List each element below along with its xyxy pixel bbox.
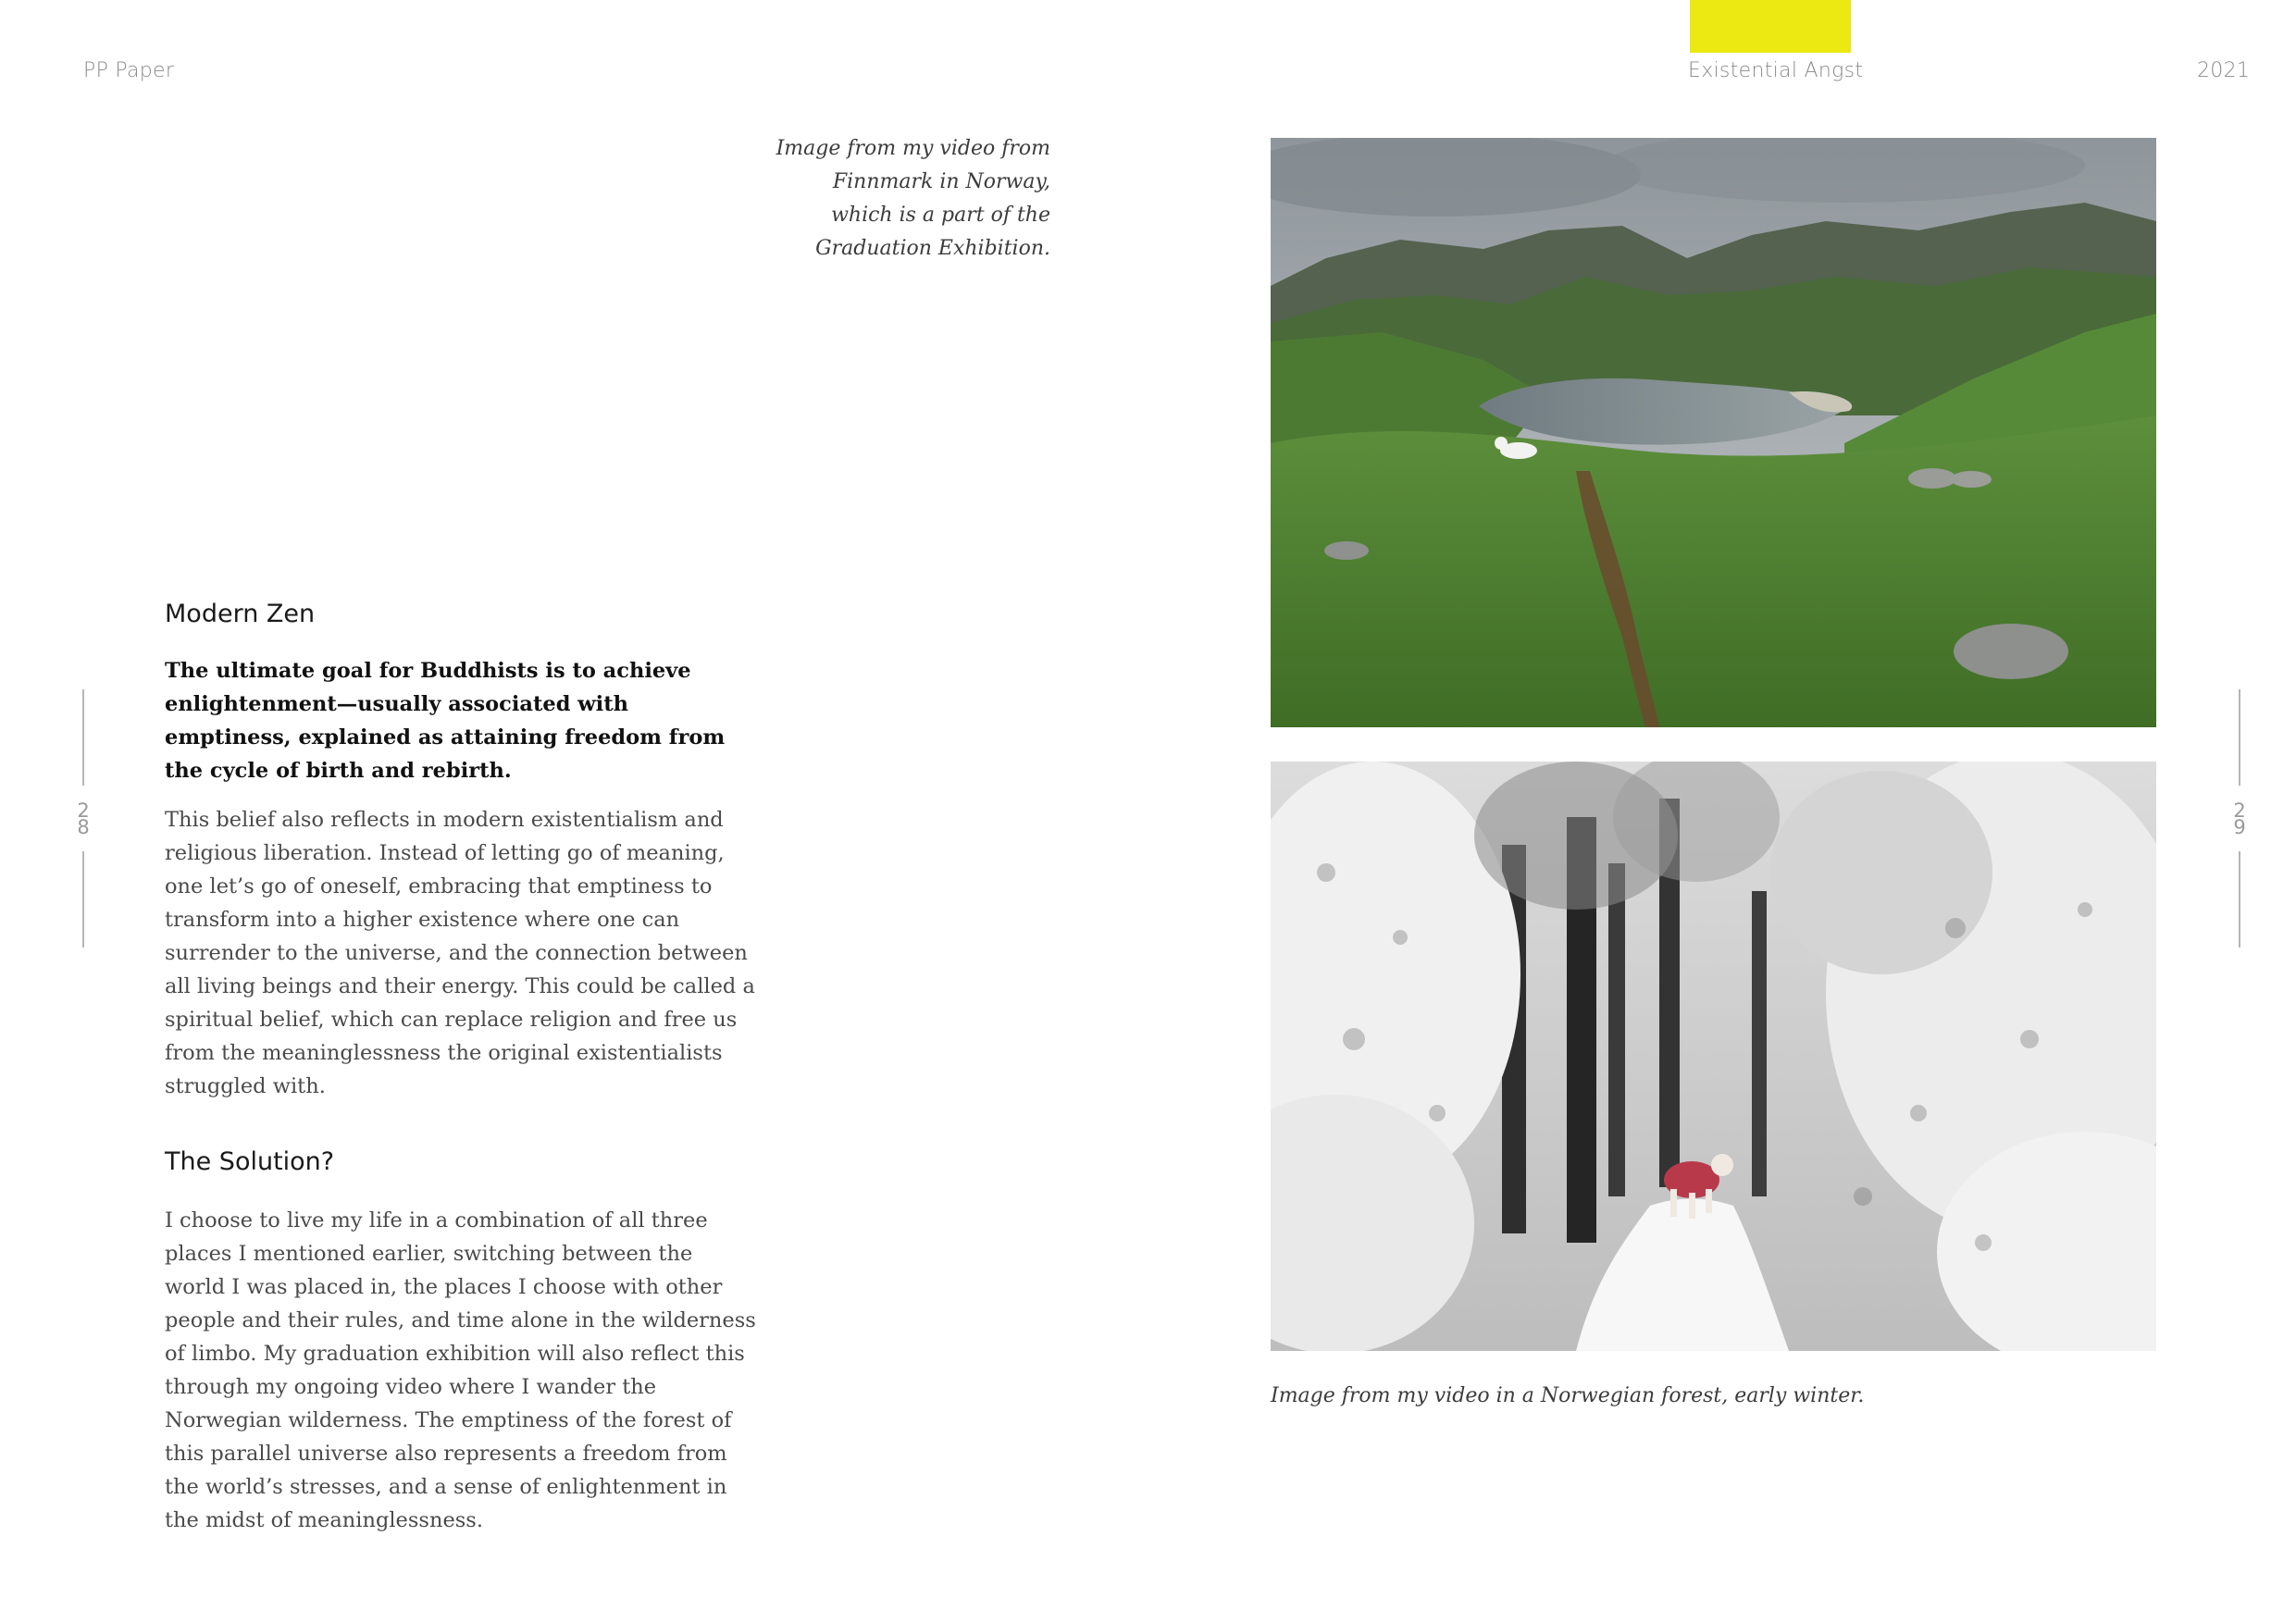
photo-finnmark-landscape (1271, 138, 2156, 727)
page-number-left-digit-1: 2 (77, 799, 90, 822)
caption-finnmark-line-1: Image from my video from (776, 137, 1050, 160)
chapter-title: Existential Angst (1688, 59, 1864, 82)
page-number-rule-bottom-right (2239, 851, 2240, 948)
caption-finnmark-line-4: Graduation Exhibition. (815, 237, 1050, 260)
caption-finnmark (754, 132, 1050, 266)
modern-zen-body-paragraph: This belief also reflects in modern existentialism and religious liberation. Instead of letting go of meaning, one let’s go of oneself, embracing that emptiness to transform into a higher existence where one can surrender to the universe, and the connection between all living beings and their energy. This could be called a spiritual belief, which can replace religion and free us from the meaninglessness the original existentialists struggled with. (165, 808, 755, 1098)
page-number-left (72, 799, 94, 838)
header-accent-tab (1690, 0, 1851, 53)
page-number-right (2228, 799, 2251, 838)
modern-zen-lead-paragraph: The ultimate goal for Buddhists is to achieve enlightenment—usually associated with emptiness, explained as attaining freedom from the cycle of birth and rebirth. (165, 659, 726, 783)
solution-body-paragraph: I choose to live my life in a combination of all three places I mentioned earlier, switching between the world I was placed in, the places I choose with other people and their rules, and time alone in the wilderness of limbo. My graduation exhibition will also reflect this through my ongoing video where I wander the Norwegian wilderness. The emptiness of the forest of this parallel universe also represents a freedom from the world’s stresses, and a sense of enlightenment in the midst of meaninglessness. (165, 1208, 756, 1532)
snowy-forest-illustration (1271, 762, 2156, 1351)
caption-finnmark-line-3: which is a part of the (831, 204, 1050, 227)
page-number-left-digit-2: 8 (77, 816, 90, 838)
photo-norwegian-forest (1271, 762, 2156, 1351)
heading-the-solution: The Solution? (165, 1147, 335, 1176)
caption-finnmark-line-2: Finnmark in Norway, (832, 170, 1050, 193)
heading-modern-zen: Modern Zen (165, 600, 316, 628)
page-number-rule-top-right (2239, 689, 2240, 786)
page-number-right-digit-1: 2 (2233, 799, 2246, 822)
year-label: 2021 (2197, 59, 2251, 82)
page-number-right-digit-2: 9 (2233, 816, 2246, 838)
caption-norwegian-forest: Image from my video in a Norwegian forest, early winter. (1271, 1384, 1865, 1407)
page-number-rule-top-left (82, 689, 84, 786)
document-title: PP Paper (83, 59, 175, 82)
finnmark-landscape-illustration (1271, 138, 2156, 727)
page-number-rule-bottom-left (82, 851, 84, 948)
